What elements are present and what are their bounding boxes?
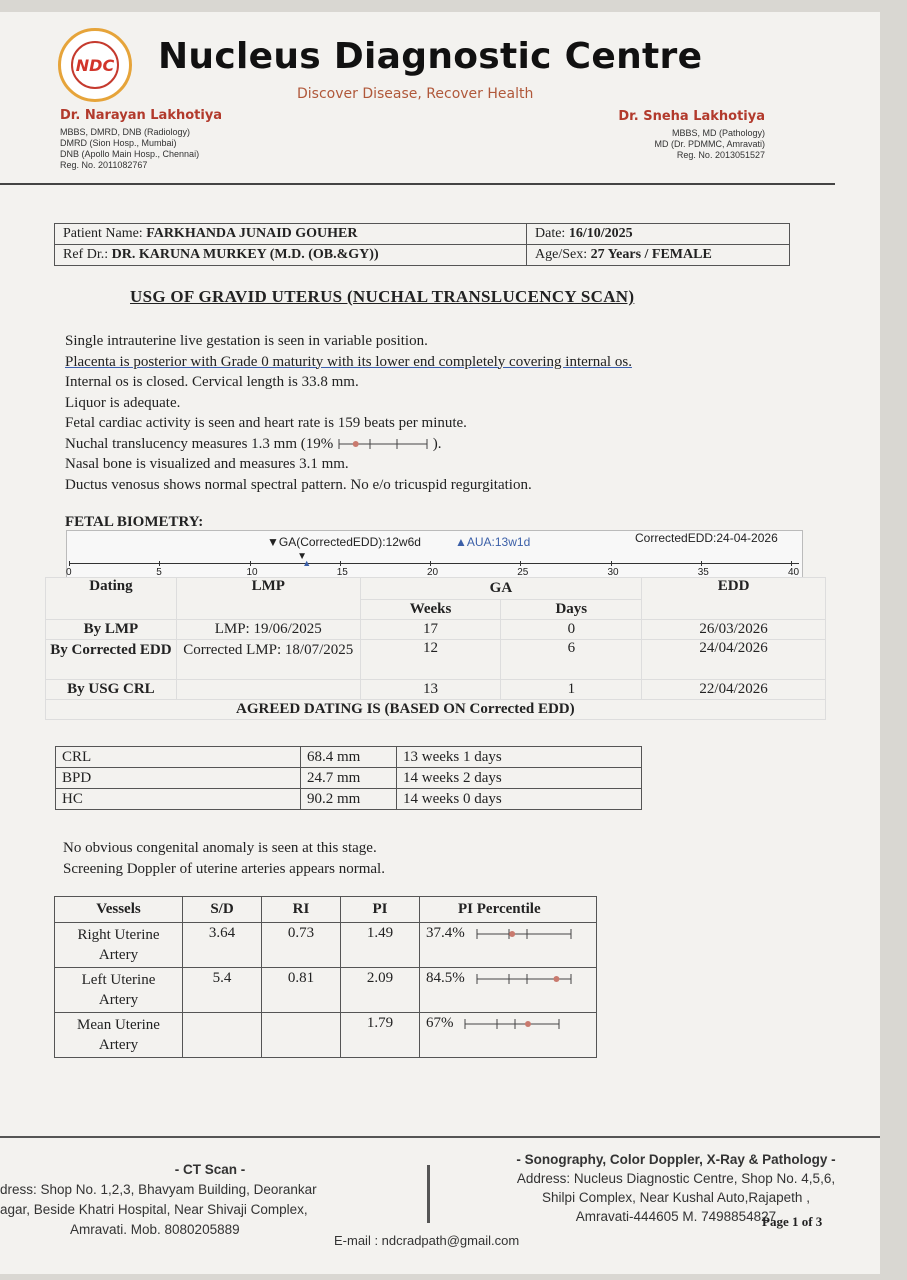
pi-percentile-value: 37.4% (426, 925, 465, 941)
dating-row-lmp: Corrected LMP: 18/07/2025 (176, 640, 360, 680)
pi-percentile-value: 67% (426, 1015, 454, 1031)
axis-tick (250, 561, 251, 566)
pi-percentile-marker (553, 976, 559, 982)
vessel-ri: 0.73 (262, 923, 341, 968)
report-title: USG OF GRAVID UTERUS (NUCHAL TRANSLUCENCY SCAN) (130, 287, 635, 306)
days-header: Days (501, 600, 642, 620)
clinic-name: Nucleus Diagnostic Centre (158, 36, 703, 77)
patient-name-cell: Patient Name: FARKHANDA JUNAID GOUHER (55, 224, 527, 245)
logo-emblem: NDC (71, 41, 119, 89)
dating-row-weeks: 13 (360, 680, 501, 700)
axis-tick-label: 10 (246, 567, 258, 578)
age-sex: 27 Years / FEMALE (590, 247, 712, 262)
left-doctor-cred: MBBS, DMRD, DNB (Radiology) (60, 127, 191, 137)
dating-row-edd: 22/04/2026 (642, 680, 826, 700)
clinic-tagline: Discover Disease, Recover Health (297, 86, 534, 102)
axis-line (69, 563, 799, 564)
doppler-header: Vessels (55, 897, 183, 923)
conclusion-line: No obvious congenital anomaly is seen at this stage. (63, 840, 377, 856)
pi-percentile-scale (463, 1018, 563, 1030)
right-doctor-cred: Reg. No. 2013051527 (676, 150, 765, 160)
aua-triangle-icon: ▲ (302, 558, 312, 568)
dating-row-days: 6 (501, 640, 642, 680)
axis-tick-label: 40 (788, 567, 800, 578)
right-doctor-cred: MD (Dr. PDMMC, Amravati) (654, 139, 765, 149)
email: E-mail : ndcradpath@gmail.com (334, 1233, 520, 1248)
ref-doctor: DR. KARUNA MURKEY (M.D. (OB.&GY)) (111, 247, 379, 262)
doppler-header: S/D (183, 897, 262, 923)
edd-header: EDD (642, 578, 826, 620)
axis-tick-label: 25 (517, 567, 529, 578)
ct-footer (0, 1160, 340, 1240)
measurement-ga: 14 weeks 2 days (397, 768, 642, 789)
measurement-ga: 13 weeks 1 days (397, 747, 642, 768)
doppler-header: PI Percentile (420, 897, 597, 923)
vessel-sd (183, 1013, 262, 1058)
axis-tick (520, 561, 521, 566)
vessel-pi-percentile (420, 923, 597, 968)
axis-tick-label: 20 (427, 567, 439, 578)
dating-row-label: By USG CRL (46, 680, 177, 700)
measurement-name: CRL (56, 747, 301, 768)
vessel-name: Right Uterine Artery (55, 923, 183, 968)
finding-line: Placenta is posterior with Grade 0 maturity with its lower end completely covering internal os. (65, 353, 632, 370)
ga-triangle-icon: ▼ (297, 551, 307, 562)
vessel-ri: 0.81 (262, 968, 341, 1013)
ct-address: Amravati. Mob. 8080205889 (70, 1222, 240, 1237)
axis-tick (69, 561, 70, 566)
dating-row-lmp (176, 680, 360, 700)
ref-doctor-cell: Ref Dr.: DR. KARUNA MURKEY (M.D. (OB.&GY)) (55, 245, 527, 266)
vessel-sd: 3.64 (183, 923, 262, 968)
lmp-header: LMP (176, 578, 360, 620)
weeks-header: Weeks (360, 600, 501, 620)
finding-line: Fetal cardiac activity is seen and heart rate is 159 beats per minute. (65, 415, 467, 431)
dating-row-weeks: 17 (360, 620, 501, 640)
left-doctor-cred: Reg. No. 2011082767 (60, 160, 148, 170)
ct-address: dress: Shop No. 1,2,3, Bhavyam Building, Deorankar (0, 1182, 317, 1197)
corrected-edd-label: CorrectedEDD:24-04-2026 (635, 531, 778, 545)
measurement-name: BPD (56, 768, 301, 789)
axis-tick (701, 561, 702, 566)
axis-tick-label: 5 (156, 567, 162, 578)
vessel-sd: 5.4 (183, 968, 262, 1013)
axis-tick (611, 561, 612, 566)
measurement-value: 68.4 mm (301, 747, 397, 768)
sono-address: Shilpi Complex, Near Kushal Auto,Rajapeth , (542, 1190, 810, 1205)
clinic-logo (58, 28, 132, 102)
sono-title: - Sonography, Color Doppler, X-Ray & Pathology - (516, 1152, 836, 1167)
doppler-header: RI (262, 897, 341, 923)
dating-table (45, 577, 826, 720)
agreed-dating: AGREED DATING IS (BASED ON Corrected EDD) (46, 700, 826, 720)
right-doctor-name: Dr. Sneha Lakhotiya (618, 109, 765, 124)
pi-percentile-marker (525, 1021, 531, 1027)
sono-address: Amravati-444605 M. 7498854827 (575, 1209, 777, 1224)
pi-percentile-scale (475, 973, 575, 985)
finding-line: Ductus venosus shows normal spectral pattern. No e/o tricuspid regurgitation. (65, 476, 532, 493)
left-doctor-name: Dr. Narayan Lakhotiya (60, 108, 223, 123)
ct-title: - CT Scan - (174, 1162, 246, 1177)
dating-row-days: 0 (501, 620, 642, 640)
date-cell: Date: 16/10/2025 (527, 224, 790, 245)
axis-tick (159, 561, 160, 566)
dating-row-edd: 26/03/2026 (642, 620, 826, 640)
dating-row-label: By Corrected EDD (46, 640, 177, 680)
axis-tick (340, 561, 341, 566)
vessel-name: Left Uterine Artery (55, 968, 183, 1013)
conclusion-line: Screening Doppler of uterine arteries appears normal. (63, 860, 385, 877)
measurement-ga: 14 weeks 0 days (397, 789, 642, 810)
age-sex-cell: Age/Sex: 27 Years / FEMALE (527, 245, 790, 266)
finding-line: Single intrauterine live gestation is seen in variable position. (65, 333, 428, 349)
measurement-value: 24.7 mm (301, 768, 397, 789)
findings-block (65, 331, 765, 495)
finding-line: Liquor is adequate. (65, 394, 181, 411)
footer-divider (0, 1136, 880, 1138)
nt-percentile-marker (353, 441, 359, 447)
ga-header: GA (360, 578, 642, 600)
doppler-header: PI (341, 897, 420, 923)
pi-percentile-scale (475, 928, 575, 940)
patient-name: FARKHANDA JUNAID GOUHER (146, 226, 358, 241)
nt-line: Nuchal translucency measures 1.3 mm (19% ). (65, 435, 442, 452)
dating-header: Dating (46, 578, 177, 620)
ga-marker-label: ▼GA(CorrectedEDD):12w6d (267, 535, 421, 549)
measurement-name: HC (56, 789, 301, 810)
vessel-pi-percentile (420, 1013, 597, 1058)
axis-tick-label: 35 (697, 567, 709, 578)
axis-tick (430, 561, 431, 566)
aua-marker-label: ▲AUA:13w1d (455, 535, 531, 549)
dating-row-edd: 24/04/2026 (642, 640, 826, 680)
left-doctor-cred: DNB (Apollo Main Hosp., Chennai) (60, 149, 200, 159)
patient-info-table (54, 223, 790, 266)
pi-percentile-value: 84.5% (426, 970, 465, 986)
biometry-title: FETAL BIOMETRY: (65, 514, 204, 530)
measurement-value: 90.2 mm (301, 789, 397, 810)
nt-percentile-scale (337, 438, 429, 450)
right-doctor-block (560, 109, 765, 161)
dating-row-days: 1 (501, 680, 642, 700)
ct-address: agar, Beside Khatri Hospital, Near Shivaji Complex, (0, 1202, 308, 1217)
pi-percentile-marker (509, 931, 515, 937)
sono-address: Address: Nucleus Diagnostic Centre, Shop No. 4,5,6, (516, 1171, 836, 1186)
left-doctor-cred: DMRD (Sion Hosp., Mumbai) (60, 138, 177, 148)
dating-row-label: By LMP (46, 620, 177, 640)
axis-tick-label: 15 (336, 567, 348, 578)
dating-row-lmp: LMP: 19/06/2025 (176, 620, 360, 640)
report-date: 16/10/2025 (568, 226, 633, 241)
footer-separator (427, 1165, 430, 1223)
dating-row-weeks: 12 (360, 640, 501, 680)
finding-line: Internal os is closed. Cervical length is 33.8 mm. (65, 374, 359, 390)
vessel-name: Mean Uterine Artery (55, 1013, 183, 1058)
measurement-table (55, 746, 642, 810)
conclusion-block (63, 838, 385, 879)
axis-tick (791, 561, 792, 566)
right-doctor-cred: MBBS, MD (Pathology) (671, 128, 765, 138)
vessel-pi-percentile (420, 968, 597, 1013)
vessel-pi: 2.09 (341, 968, 420, 1013)
vessel-pi: 1.49 (341, 923, 420, 968)
axis-tick-label: 0 (66, 567, 72, 578)
axis-tick-label: 30 (607, 567, 619, 578)
header-divider (0, 183, 835, 185)
vessel-pi: 1.79 (341, 1013, 420, 1058)
doppler-table (54, 896, 597, 1058)
left-doctor-block (60, 108, 222, 171)
gestation-axis (66, 530, 803, 578)
page-number: Page 1 of 3 (762, 1214, 823, 1229)
vessel-ri (262, 1013, 341, 1058)
finding-line: Nasal bone is visualized and measures 3.1 mm. (65, 456, 349, 472)
